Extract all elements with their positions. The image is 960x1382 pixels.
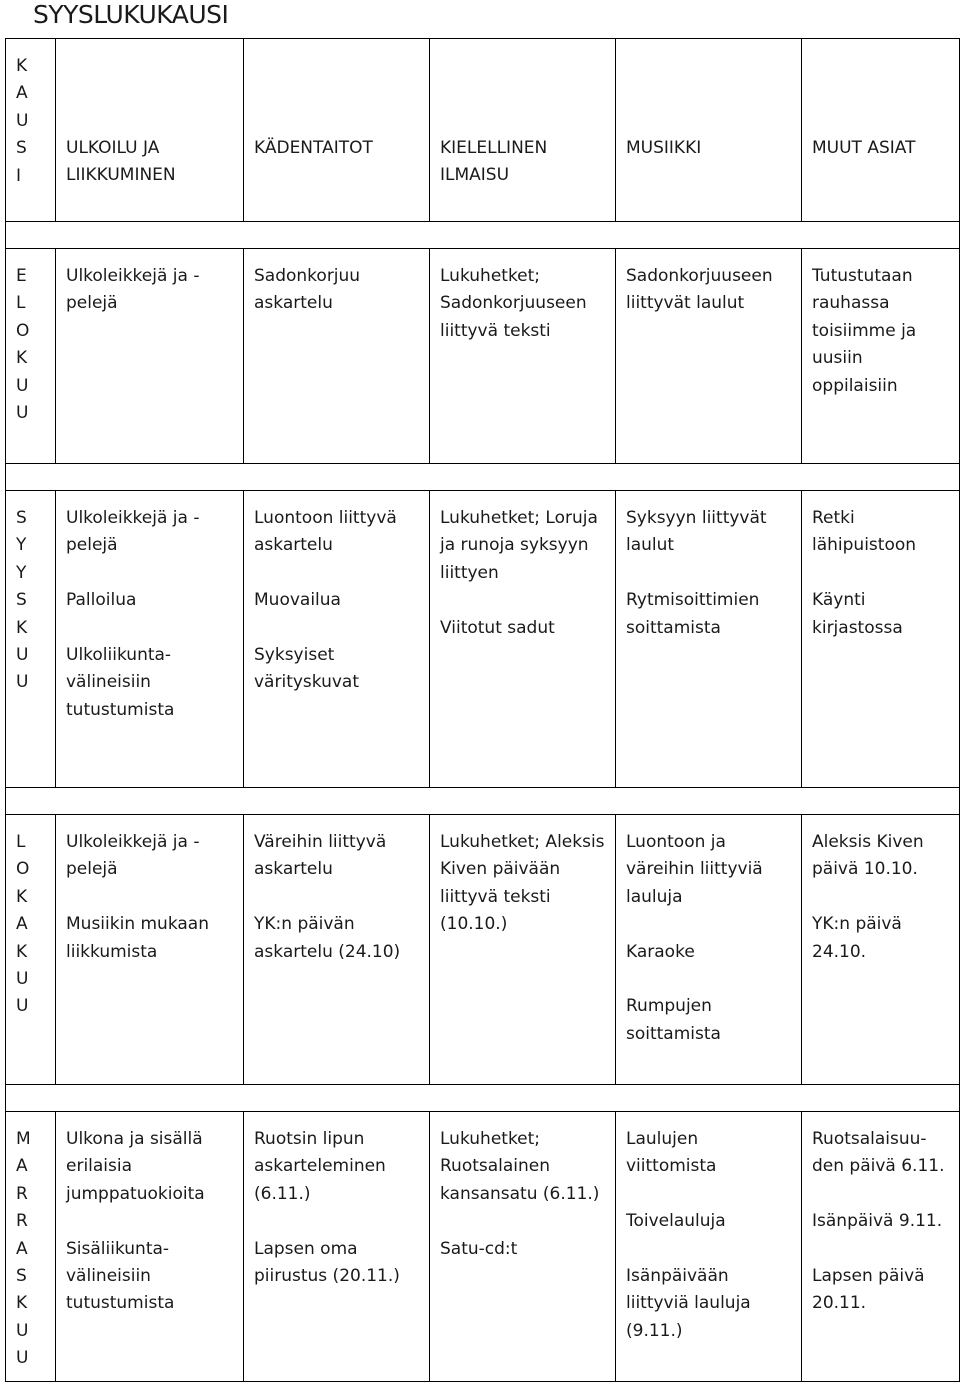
month-letter: R (16, 1211, 28, 1232)
activity-text: YK:n päivä 24.10. (812, 914, 902, 962)
activity-text: Lukuhetket; Loruja ja runoja syksyyn liittyen (440, 508, 598, 583)
month-letter: E (16, 266, 27, 286)
kausi-letter: A (16, 83, 28, 104)
header-ulkoilu: ULKOILU JA LIIKKUMINEN (66, 138, 176, 186)
header-cell (56, 39, 244, 222)
month-letter: R (16, 1183, 28, 1204)
cell-ulkoilu (56, 1112, 244, 1382)
header-cell (616, 39, 802, 222)
cell-kielellinen (430, 249, 616, 464)
header-kielellinen: KIELELLINEN ILMAISU (440, 138, 548, 186)
month-label-cell (6, 815, 56, 1085)
activity-text: Satu-cd:t (440, 1238, 518, 1259)
cell-kadentaitot (244, 491, 430, 788)
month-letter: K (16, 617, 28, 638)
activity-text: Ruotsalaisuu-den päivä 6.11. (812, 1129, 945, 1177)
kausi-label-cell (6, 39, 56, 222)
activity-text: Luontoon liittyvä askartelu (254, 508, 397, 556)
month-letter: A (16, 1156, 28, 1177)
month-letter: Y (16, 535, 27, 556)
page-title: SYYSLUKUKAUSI (33, 0, 229, 29)
activity-text: Lukuhetket; Sadonkorjuuseen liittyvä teksti (440, 266, 587, 341)
month-letter: K (16, 941, 28, 962)
activity-text: Lukuhetket; Ruotsalainen kansansatu (6.11.) (440, 1129, 600, 1204)
spacer-row (6, 1085, 960, 1112)
month-letter: U (16, 375, 29, 396)
month-letter: A (16, 914, 28, 935)
month-letter: U (16, 1348, 29, 1369)
activity-text: YK:n päivän askartelu (24.10) (254, 914, 401, 962)
activity-text: Karaoke (626, 941, 695, 962)
cell-muut-asiat (802, 491, 960, 788)
activity-text: Ulkoliikunta-välineisiin tutustumista (66, 645, 175, 720)
cell-kielellinen (430, 491, 616, 788)
activity-text: Rytmisoittimien soittamista (626, 590, 760, 638)
spacer-cell (6, 1085, 960, 1112)
month-letter: M (16, 1129, 31, 1149)
activity-text: Lukuhetket; Aleksis Kiven päivään liittyvä teksti (10.10.) (440, 832, 605, 935)
activity-text: Käynti kirjastossa (812, 590, 903, 638)
cell-musiikki (616, 815, 802, 1085)
activity-text: Syksyiset värityskuvat (254, 645, 360, 693)
month-label-cell (6, 249, 56, 464)
month-letter: Y (16, 562, 27, 583)
month-letter: S (16, 1266, 27, 1287)
month-letter: K (16, 886, 28, 907)
month-letter: O (16, 320, 30, 341)
month-letter: A (16, 1238, 28, 1259)
activity-text: Viitotut sadut (440, 617, 555, 638)
header-musiikki: MUSIIKKI (626, 138, 702, 158)
activity-text: Rumpujen soittamista (626, 996, 721, 1044)
header-cell (244, 39, 430, 222)
month-row-lokakuu (6, 815, 960, 1085)
cell-musiikki (616, 491, 802, 788)
header-row (6, 39, 960, 222)
month-letter: O (16, 859, 30, 880)
activity-text: Toivelauluja (626, 1211, 726, 1232)
activity-text: Sadonkorjuu askartelu (254, 266, 361, 314)
activity-text: Tutustutaan rauhassa toisiimme ja uusiin oppilaisiin (812, 266, 917, 396)
month-row-elokuu (6, 249, 960, 464)
cell-kadentaitot (244, 249, 430, 464)
cell-kadentaitot (244, 815, 430, 1085)
activity-text: Lapsen oma piirustus (20.11.) (254, 1238, 400, 1287)
month-label-cell (6, 491, 56, 788)
spacer-row (6, 222, 960, 249)
kausi-letter: U (16, 110, 29, 131)
month-letter: U (16, 1320, 29, 1341)
activity-text: Ulkoleikkejä ja -pelejä (66, 832, 200, 880)
month-letter: U (16, 672, 29, 693)
cell-ulkoilu (56, 815, 244, 1085)
activity-text: Ulkoleikkejä ja -pelejä (66, 508, 200, 556)
header-cell (430, 39, 616, 222)
spacer-cell (6, 788, 960, 815)
activity-text: Ulkoleikkejä ja -pelejä (66, 266, 200, 314)
header-kadentaitot: KÄDENTAITOT (254, 138, 373, 158)
activity-text: Syksyyn liittyvät laulut (626, 508, 767, 556)
activity-text: Aleksis Kiven päivä 10.10. (812, 832, 924, 880)
header-cell (802, 39, 960, 222)
cell-kielellinen (430, 1112, 616, 1382)
activity-text: Palloilua (66, 590, 137, 611)
month-label-cell (6, 1112, 56, 1382)
cell-muut-asiat (802, 815, 960, 1085)
month-row-syyskuu (6, 491, 960, 788)
cell-ulkoilu (56, 249, 244, 464)
month-letter: K (16, 1293, 28, 1314)
activity-text: Luontoon ja väreihin liittyviä lauluja (626, 832, 763, 907)
spacer-cell (6, 464, 960, 491)
month-letter: L (16, 832, 26, 852)
activity-text: Sadonkorjuuseen liittyvät laulut (626, 266, 773, 314)
month-letter: U (16, 645, 29, 666)
month-letter: S (16, 590, 27, 611)
activity-text: Musiikin mukaan liikkumista (66, 914, 209, 962)
activity-text: Retki lähipuistoon (812, 508, 917, 556)
activity-text: Lapsen päivä 20.11. (812, 1266, 925, 1314)
month-row-marraskuu (6, 1112, 960, 1382)
activity-text: Isänpäivä 9.11. (812, 1211, 943, 1232)
activity-text: Ulkona ja sisällä erilaisia jumppatuokioita (66, 1129, 205, 1204)
cell-muut-asiat (802, 1112, 960, 1382)
spacer-cell (6, 222, 960, 249)
kausi-letter: S (16, 138, 27, 159)
spacer-row (6, 788, 960, 815)
cell-kadentaitot (244, 1112, 430, 1382)
month-letter: L (16, 293, 26, 314)
cell-musiikki (616, 249, 802, 464)
activity-text: Muovailua (254, 590, 341, 611)
month-letter: U (16, 969, 29, 990)
curriculum-table (5, 38, 960, 1382)
month-letter: U (16, 996, 29, 1017)
month-letter: U (16, 403, 29, 424)
activity-text: Laulujen viittomista (626, 1129, 717, 1177)
activity-text: Väreihin liittyvä askartelu (254, 832, 387, 880)
cell-muut-asiat (802, 249, 960, 464)
month-letter: K (16, 348, 28, 369)
kausi-letter: K (16, 56, 28, 76)
cell-musiikki (616, 1112, 802, 1382)
activity-text: Sisäliikunta-välineisiin tutustumista (66, 1238, 175, 1314)
cell-ulkoilu (56, 491, 244, 788)
kausi-letter: I (16, 165, 22, 186)
month-letter: S (16, 508, 27, 528)
cell-kielellinen (430, 815, 616, 1085)
header-muut-asiat: MUUT ASIAT (812, 138, 916, 158)
spacer-row (6, 464, 960, 491)
activity-text: Ruotsin lipun askarteleminen (6.11.) (254, 1129, 386, 1204)
activity-text: Isänpäivään liittyviä lauluja (9.11.) (626, 1266, 751, 1341)
